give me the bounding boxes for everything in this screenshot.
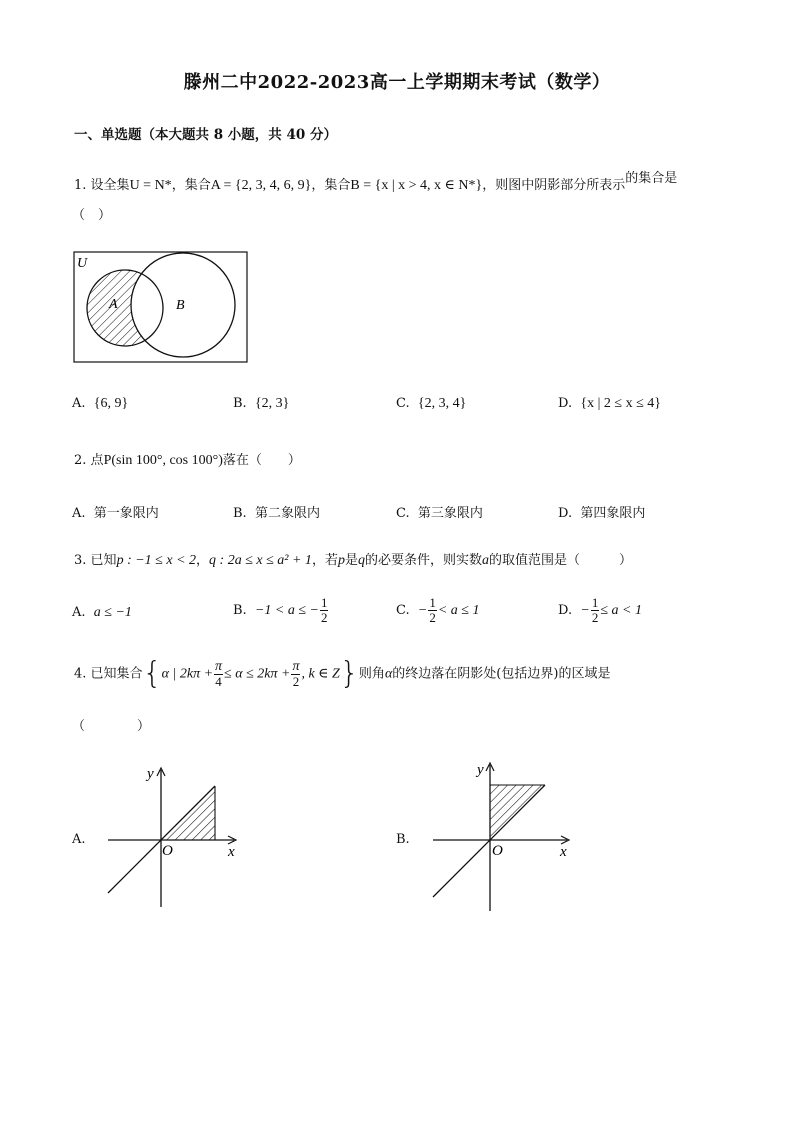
question-number: 2.	[74, 453, 87, 468]
q4-option-b-label[interactable]: B.	[396, 832, 410, 847]
math-set-b: B = {x | x > 4, x ∈ N*}	[350, 178, 483, 193]
math-point-p: P(sin 100°, cos 100°)	[103, 453, 223, 468]
question-number: 4.	[74, 666, 87, 682]
q2-option-d[interactable]: D. 第四象限内	[558, 506, 646, 521]
q1-option-c[interactable]: C. {2, 3, 4}	[396, 396, 467, 411]
label-b: B	[176, 298, 185, 313]
question-number: 1.	[74, 178, 87, 193]
label-y: y	[477, 762, 484, 778]
q1-option-d[interactable]: D. {x | 2 ≤ x ≤ 4}	[558, 396, 661, 411]
q1-option-a[interactable]: A. {6, 9}	[72, 396, 129, 411]
diagonal-line	[433, 785, 545, 897]
question-3: 3. 已知p : −1 ≤ x < 2，q : 2a ≤ x ≤ a² + 1，若p是q的必要条件，则实数a的取值范围是（ ）	[74, 553, 632, 568]
label-u: U	[77, 256, 88, 271]
q1-option-b[interactable]: B. {2, 3}	[233, 396, 290, 411]
label-a: A	[109, 297, 118, 312]
q3-option-c[interactable]: C. − $\frac{1}{2}$ < a ≤ 1	[396, 595, 480, 625]
label-x: x	[560, 844, 567, 860]
label-x: x	[228, 844, 235, 860]
label-o: O	[492, 843, 503, 859]
math-universal-set: U = N*	[129, 178, 172, 193]
question-2: 2. 点P(sin 100°, cos 100°)落在（ ）	[74, 453, 301, 468]
q2-option-c[interactable]: C. 第三象限内	[396, 506, 483, 521]
q2-option-b[interactable]: B. 第二象限内	[233, 506, 320, 521]
q3-option-a[interactable]: A. a ≤ −1	[72, 605, 132, 620]
page-title: 滕州二中2022-2023高一上学期期末考试（数学）	[183, 72, 611, 93]
section-heading: 一、单选题（本大题共 8 小题，共 40 分）	[74, 127, 337, 143]
venn-diagram	[73, 251, 249, 365]
q2-option-a[interactable]: A. 第一象限内	[72, 506, 159, 521]
question-4: 4. 已知集合{α | 2kπ + $\frac{\pi}{4}$ ≤ α ≤ 2kπ + $\frac{\pi}{2}$ , k ∈ Z}则角α的终边落在阴影处(包括边界)的区域是	[74, 656, 611, 691]
q4-graph-b[interactable]	[425, 757, 580, 915]
q3-option-d[interactable]: D. − $\frac{1}{2}$ ≤ a < 1	[558, 595, 642, 625]
q3-option-b[interactable]: B. −1 < a ≤ − $\frac{1}{2}$	[233, 595, 328, 625]
question-1: 1. 设全集U = N*，集合A = {2, 3, 4, 6, 9}，集合B = {x | x > 4, x ∈ N*}，则图中阴影部分所表示的集合是	[74, 171, 678, 193]
answer-paren: （ ）	[72, 719, 151, 734]
question-number: 3.	[74, 553, 87, 568]
answer-paren: （ ）	[72, 208, 112, 223]
math-set-a: A = {2, 3, 4, 6, 9}	[210, 178, 312, 193]
q4-graph-a[interactable]	[100, 762, 250, 912]
q4-option-a-label[interactable]: A.	[72, 832, 86, 847]
label-o: O	[162, 843, 173, 859]
label-y: y	[147, 766, 154, 782]
